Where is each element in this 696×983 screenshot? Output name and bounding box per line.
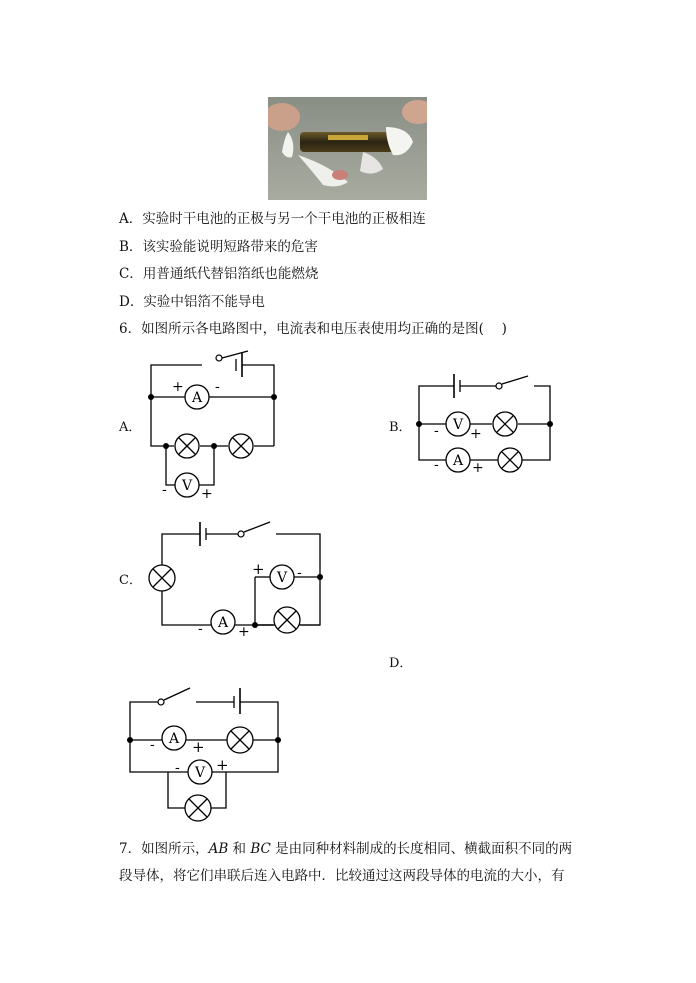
diagram-c-label[interactable]: C． — [119, 573, 142, 588]
svg-text:+: + — [470, 426, 482, 442]
conductor-bc: BC — [250, 841, 271, 857]
svg-text:+: + — [201, 486, 213, 502]
svg-text:+: + — [192, 738, 205, 756]
lamp-icon — [274, 607, 300, 633]
question-number: 7． — [119, 841, 142, 857]
option-c[interactable] — [119, 265, 318, 283]
svg-text:V: V — [194, 765, 206, 781]
svg-text:+: + — [216, 756, 229, 774]
voltmeter-icon — [188, 760, 212, 784]
question-6 — [119, 320, 507, 338]
diagram-d-label[interactable]: D． — [389, 656, 413, 671]
svg-text:+: + — [172, 379, 184, 395]
ammeter-icon — [211, 610, 235, 634]
svg-text:V: V — [452, 417, 464, 433]
option-text: 用普通纸代替铝箔纸也能燃烧 — [142, 266, 319, 282]
svg-text:A: A — [168, 731, 180, 747]
ammeter-icon — [162, 726, 186, 750]
option-letter: A． — [119, 211, 143, 227]
voltmeter-icon — [270, 565, 294, 589]
question-7 — [119, 836, 579, 890]
diagram-a-label[interactable]: A． — [119, 420, 142, 435]
question-text: 如图所示， — [141, 841, 209, 857]
svg-text:A: A — [452, 453, 464, 469]
svg-text:+: + — [252, 560, 265, 578]
option-letter: C． — [119, 266, 143, 282]
svg-text:A: A — [217, 615, 229, 631]
svg-text:V: V — [181, 478, 193, 494]
option-text: 实验时干电池的正极与另一个干电池的正极相连 — [142, 211, 426, 227]
option-letter: D． — [119, 294, 144, 310]
lamp-icon — [149, 565, 175, 591]
svg-text:-: - — [434, 423, 439, 439]
svg-text:-: - — [175, 760, 180, 776]
option-d[interactable] — [119, 293, 265, 311]
svg-text:+: + — [238, 624, 250, 640]
voltmeter-icon — [175, 473, 199, 497]
voltmeter-icon — [446, 412, 470, 436]
circuit-diagram-b — [410, 370, 560, 480]
svg-text:-: - — [434, 457, 439, 473]
question-text: 是由同种材料制成的长度相同、横截面积不同的两段导体，将它们串联后连入电路中．比较通过这两段导体的电流的大小，有 — [119, 841, 573, 884]
question-number: 6． — [119, 321, 142, 337]
circuit-diagram-d — [118, 680, 298, 830]
battery-foil-photo — [268, 97, 427, 200]
svg-text:-: - — [162, 482, 167, 498]
svg-text:A: A — [191, 390, 203, 406]
lamp-icon — [175, 434, 199, 458]
lamp-icon — [229, 434, 253, 458]
circuit-diagram-a — [140, 345, 290, 505]
diagram-b-label[interactable]: B． — [389, 420, 412, 435]
question-text: 如图所示各电路图中，电流表和电压表使用均正确的是图( ) — [141, 321, 507, 337]
lamp-icon — [493, 412, 517, 436]
svg-text:+: + — [472, 460, 484, 476]
svg-text:-: - — [297, 565, 302, 581]
option-letter: B． — [119, 239, 143, 255]
ammeter-icon — [446, 448, 470, 472]
ammeter-icon — [185, 385, 209, 409]
conductor-ab: AB — [208, 841, 229, 857]
option-text: 该实验能说明短路带来的危害 — [142, 239, 318, 255]
option-b[interactable] — [119, 238, 318, 256]
svg-text:V: V — [276, 570, 288, 586]
svg-text:-: - — [198, 621, 203, 637]
option-text: 实验中铝箔不能导电 — [143, 294, 265, 310]
question-text: 和 — [228, 841, 251, 857]
svg-text:-: - — [215, 379, 220, 395]
lamp-icon — [185, 795, 211, 821]
lamp-icon — [227, 727, 253, 753]
circuit-diagram-c — [140, 512, 340, 642]
lamp-icon — [498, 448, 522, 472]
option-a[interactable] — [119, 210, 426, 228]
svg-text:-: - — [150, 737, 155, 753]
